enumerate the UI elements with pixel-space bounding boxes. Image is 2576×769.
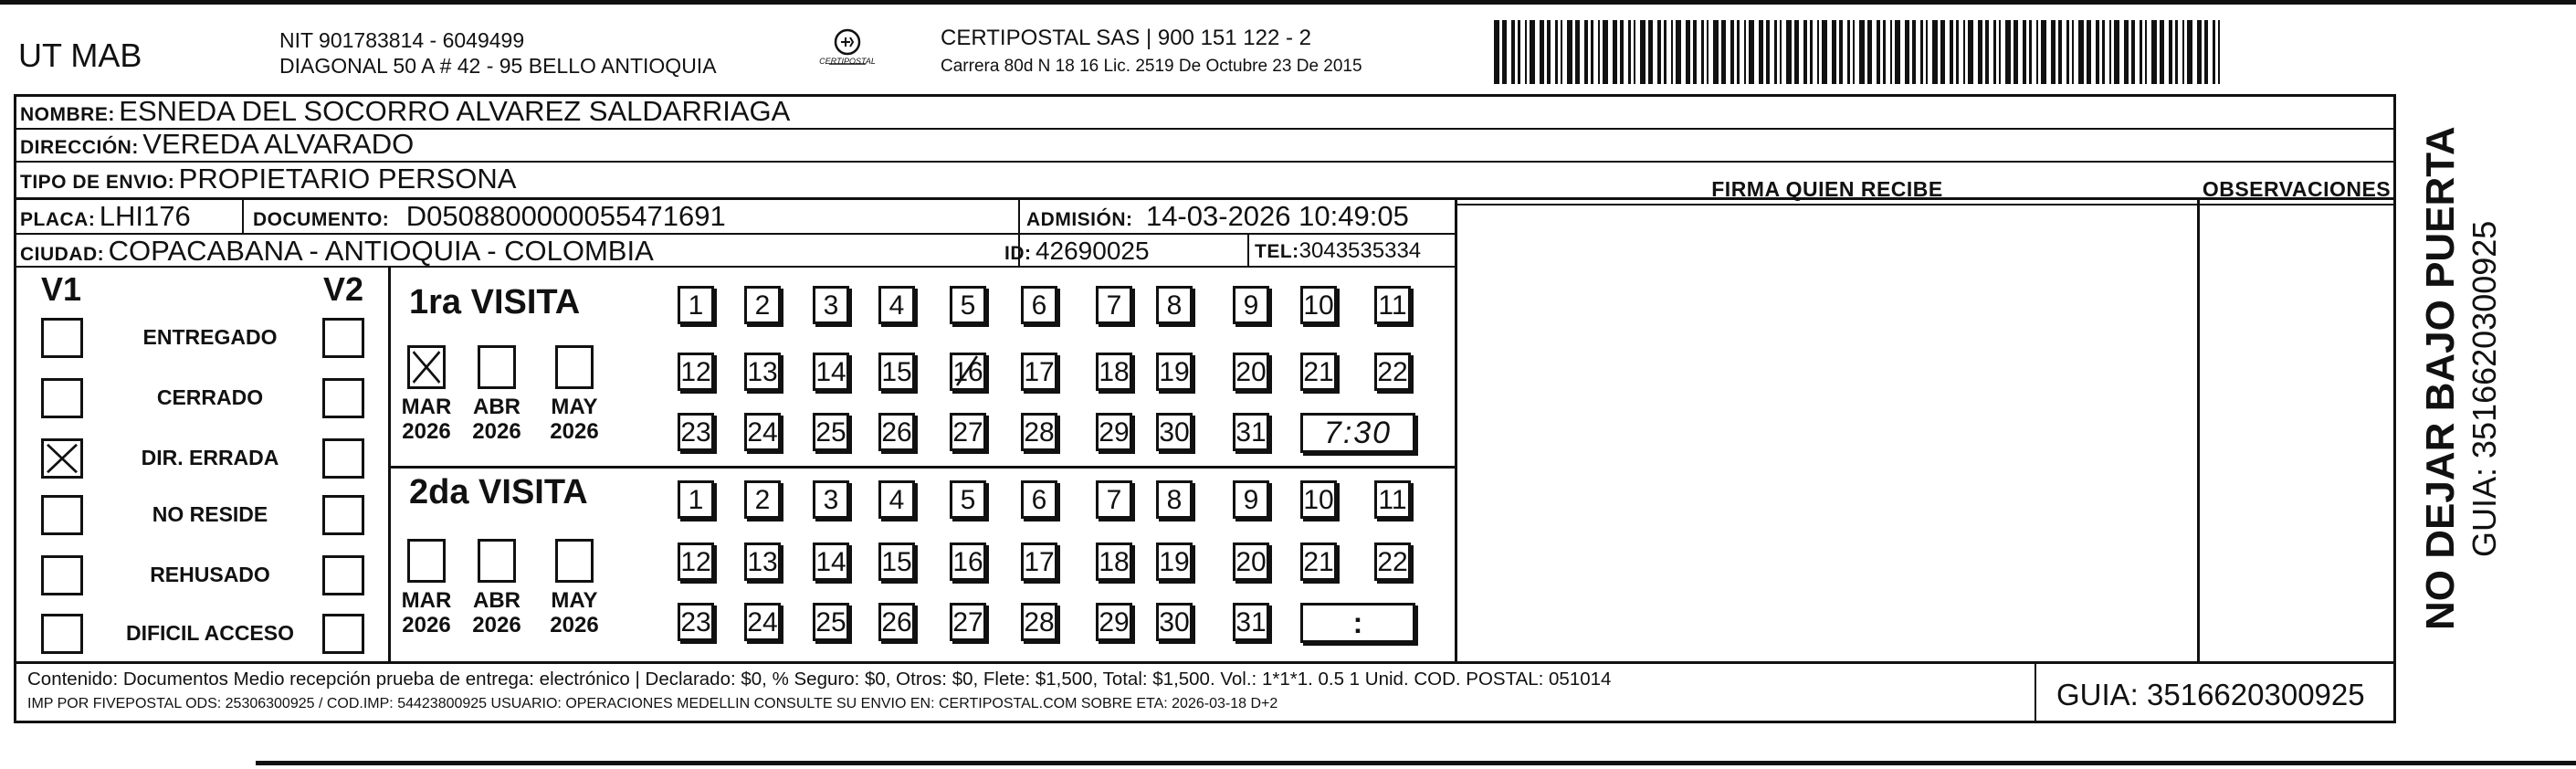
brand-name: UT MAB [18, 37, 142, 74]
day-box[interactable]: 25 [813, 413, 849, 451]
day-box[interactable]: 16 [950, 353, 986, 391]
barcode-bar [1950, 20, 1953, 84]
barcode-bar [1749, 20, 1754, 84]
day-box[interactable]: 28 [1021, 413, 1057, 451]
barcode-bar [2124, 20, 2129, 84]
v2-label: V2 [323, 270, 364, 308]
barcode-bar [1883, 20, 1886, 84]
tipo-value: PROPIETARIO PERSONA [178, 163, 517, 195]
day-box[interactable]: 25 [813, 603, 849, 641]
v2-checkbox[interactable] [322, 614, 364, 654]
barcode-bar [1713, 20, 1719, 84]
barcode-bar [1877, 20, 1880, 84]
day-box[interactable]: 31 [1233, 413, 1269, 451]
barcode-graphic [1494, 20, 2224, 84]
barcode-bar [1993, 20, 1996, 84]
barcode-bar [1707, 20, 1709, 84]
day-box[interactable]: 30 [1156, 413, 1193, 451]
barcode-bar [2175, 20, 2178, 84]
barcode-bar [1620, 20, 1624, 84]
barcode-bar [1999, 20, 2001, 84]
barcode-bar [2023, 20, 2026, 84]
barcode-bar [2072, 20, 2074, 84]
barcode-bar [1817, 20, 1819, 84]
documento-label: DOCUMENTO: [253, 209, 390, 230]
tel-label: TEL: [1255, 241, 1299, 262]
barcode [1494, 20, 2224, 84]
barcode-bar [1766, 20, 1770, 84]
barcode-bar [1978, 20, 1982, 84]
day-box[interactable]: 6 [1021, 286, 1057, 324]
day-box[interactable]: 8 [1156, 480, 1193, 519]
bottom-border [256, 761, 2576, 765]
field-ciudad [20, 237, 654, 271]
barcode-bar [1648, 20, 1653, 84]
barcode-bar [1905, 20, 1909, 84]
barcode-bar [1657, 20, 1661, 84]
barcode-bar [1603, 20, 1608, 84]
month-year-label [465, 588, 529, 637]
barcode-bar [2087, 20, 2091, 84]
v1-label: V1 [41, 270, 82, 308]
barcode-bar [1676, 20, 1681, 84]
side-notice: NO DEJAR BAJO PUERTA [2418, 126, 2463, 630]
col-line-placa [242, 200, 244, 235]
v2-checkbox[interactable] [322, 555, 364, 595]
month-label: ABR [473, 395, 520, 419]
tel-value: 3043535334 [1299, 238, 1422, 263]
barcode-bar [2029, 20, 2032, 84]
day-box[interactable]: 23 [678, 413, 714, 451]
month-checkbox[interactable] [555, 345, 594, 389]
logo-text: CERTIPOSTAL [819, 57, 876, 66]
ciudad-value: COPACABANA - ANTIOQUIA - COLOMBIA [108, 235, 654, 267]
sender-address: DIAGONAL 50 A # 42 - 95 BELLO ANTIOQUIA [279, 54, 717, 78]
day-box[interactable]: 27 [950, 603, 986, 641]
v1-checkbox[interactable] [41, 438, 83, 479]
barcode-bar [1530, 20, 1535, 84]
barcode-bar [1890, 20, 1892, 84]
barcode-bar [2036, 20, 2038, 84]
side-guia: GUIA: 3516620300925 [2466, 220, 2503, 557]
barcode-bar [2131, 20, 2135, 84]
barcode-bar [1774, 20, 1777, 84]
barcode-bar [2051, 20, 2056, 84]
day-box[interactable]: 27 [950, 413, 986, 451]
v1-checkbox[interactable] [41, 614, 83, 654]
barcode-bar [1525, 20, 1527, 84]
month-checkbox[interactable] [407, 345, 446, 389]
barcode-bar [1701, 20, 1704, 84]
visit-separator [388, 466, 1456, 469]
barcode-bar [1968, 20, 1973, 84]
field-tipo [20, 164, 516, 199]
day-box[interactable]: 20 [1233, 353, 1269, 391]
col-line-footer-guia [2035, 661, 2036, 723]
barcode-bar [1822, 20, 1827, 84]
v2-checkbox[interactable] [322, 378, 364, 418]
day-box[interactable]: 11 [1374, 286, 1411, 324]
company-name: CERTIPOSTAL SAS | 900 151 122 - 2 [941, 26, 1311, 50]
day-box[interactable]: 13 [744, 543, 781, 581]
barcode-bar [2109, 20, 2111, 84]
barcode-bar [1832, 20, 1836, 84]
day-box[interactable]: 13 [744, 353, 781, 391]
footer-print-info: IMP POR FIVEPOSTAL ODS: 25306300925 / COD.IMP: 54423800925 USUARIO: OPERACIONES MEDELLIN CONSULTE SU ENVIO EN: CERTIPOSTAL.COM SOBRE ETA: 2026-03-18 D+2 [27, 696, 1278, 711]
v2-checkbox[interactable] [322, 438, 364, 479]
footer-content: Contenido: Documentos Medio recepción prueba de entrega: electrónico | Declarado: $0, % Seguro: $0, Otros: $0, Flete: $1,500, Total: $1,500. Vol.: 1*1*1. 0.5 1 Unid. COD. POSTAL: 051014 [27, 669, 1612, 690]
barcode-bar [2160, 20, 2164, 84]
day-box[interactable]: 20 [1233, 543, 1269, 581]
month-year-label [542, 395, 606, 444]
day-box[interactable]: 17 [1021, 353, 1057, 391]
logo-icon [811, 26, 884, 77]
day-box[interactable]: 18 [1096, 543, 1132, 581]
placa-value: LHI176 [99, 200, 191, 232]
id-label: ID: [1004, 243, 1032, 264]
day-box[interactable]: 5 [950, 480, 986, 519]
barcode-bar [1963, 20, 1965, 84]
barcode-bar [1502, 20, 1507, 84]
tipo-label: TIPO DE ENVIO: [20, 172, 175, 193]
placa-label: PLACA: [20, 209, 96, 230]
barcode-bar [2102, 20, 2105, 84]
day-box[interactable]: 10 [1300, 480, 1337, 519]
month-year-label [394, 395, 458, 444]
day-box[interactable]: 21 [1300, 543, 1337, 581]
month-label: MAR [401, 588, 452, 613]
day-box[interactable]: 21 [1300, 353, 1337, 391]
barcode-bar [2197, 20, 2202, 84]
v1-checkbox[interactable] [41, 378, 83, 418]
day-box[interactable]: 8 [1156, 286, 1193, 324]
ciudad-label: CIUDAD: [20, 244, 105, 265]
v2-checkbox[interactable] [322, 318, 364, 358]
barcode-bar [1912, 20, 1916, 84]
v1-checkbox[interactable] [41, 495, 83, 535]
barcode-bar [1859, 20, 1865, 84]
top-border [0, 0, 2576, 5]
barcode-bar [2078, 20, 2084, 84]
barcode-bar [1511, 20, 1515, 84]
frame-left [14, 94, 16, 723]
month-year-label [394, 588, 458, 637]
month-label: MAY [551, 395, 598, 419]
day-box[interactable]: 12 [678, 543, 714, 581]
year-label: 2026 [472, 613, 521, 637]
barcode-bar [2066, 20, 2069, 84]
month-checkbox[interactable] [478, 345, 516, 389]
barcode-bar [1867, 20, 1872, 84]
signature-area[interactable] [1461, 206, 2192, 658]
day-box[interactable]: 1 [678, 286, 714, 324]
barcode-bar [1567, 20, 1572, 84]
month-year-label [465, 395, 529, 444]
barcode-bar [2013, 20, 2018, 84]
day-box[interactable]: 12 [678, 353, 714, 391]
day-box[interactable]: 5 [950, 286, 986, 324]
day-box[interactable]: 30 [1156, 603, 1193, 641]
barcode-bar [1744, 20, 1746, 84]
day-box[interactable]: 17 [1021, 543, 1057, 581]
barcode-bar [2041, 20, 2046, 84]
barcode-bar [1555, 20, 1558, 84]
barcode-bar [1721, 20, 1726, 84]
signature-header-line [1455, 204, 2396, 205]
day-box[interactable]: 2 [744, 480, 781, 519]
day-box[interactable]: 29 [1096, 413, 1132, 451]
barcode-bar [1839, 20, 1843, 84]
col-line-signature [1455, 197, 1457, 663]
barcode-bar [1895, 20, 1900, 84]
barcode-bar [2114, 20, 2119, 84]
sender-nit: NIT 901783814 - 6049499 [279, 28, 525, 52]
month-checkbox[interactable] [407, 539, 446, 583]
col-line-observaciones [2197, 197, 2200, 663]
day-box[interactable]: 19 [1156, 543, 1193, 581]
month-checkbox[interactable] [555, 539, 594, 583]
barcode-bar [1737, 20, 1740, 84]
nombre-label: NOMBRE: [20, 104, 115, 125]
day-box[interactable]: 9 [1233, 480, 1269, 519]
barcode-bar [1494, 20, 1499, 84]
barcode-bar [1932, 20, 1938, 84]
status-label: DIR. ERRADA [141, 446, 279, 469]
documento-value: D0508800000055471691 [405, 200, 726, 232]
month-label: MAR [401, 395, 452, 419]
barcode-bar [2058, 20, 2062, 84]
day-box[interactable]: 18 [1096, 353, 1132, 391]
barcode-bar [2187, 20, 2192, 84]
barcode-bar [1686, 20, 1690, 84]
day-box[interactable]: 15 [878, 543, 915, 581]
month-year-label [542, 588, 606, 637]
barcode-bar [1628, 20, 1631, 84]
month-checkbox[interactable] [478, 539, 516, 583]
status-label: NO RESIDE [152, 502, 268, 526]
barcode-bar [1786, 20, 1792, 84]
day-box[interactable]: 4 [878, 286, 915, 324]
year-label: 2026 [402, 613, 451, 637]
day-box[interactable]: 23 [678, 603, 714, 641]
day-box[interactable]: 22 [1374, 543, 1411, 581]
barcode-bar [1671, 20, 1673, 84]
day-box[interactable]: 2 [744, 286, 781, 324]
observaciones-area[interactable] [2203, 206, 2391, 658]
day-box[interactable]: 3 [813, 286, 849, 324]
day-box[interactable]: 7 [1096, 286, 1132, 324]
barcode-bar [1926, 20, 1928, 84]
id-value: 42690025 [1035, 237, 1150, 265]
v1-checkbox[interactable] [41, 318, 83, 358]
day-box[interactable]: 16 [950, 543, 986, 581]
barcode-bar [1920, 20, 1923, 84]
barcode-bar [2145, 20, 2147, 84]
time-box[interactable]: : [1300, 603, 1415, 643]
admision-value: 14-03-2026 10:49:05 [1145, 200, 1409, 232]
v1-checkbox[interactable] [41, 555, 83, 595]
observaciones-label: OBSERVACIONES [2202, 177, 2392, 201]
barcode-bar [1640, 20, 1645, 84]
barcode-bar [1985, 20, 1989, 84]
day-box[interactable]: 29 [1096, 603, 1132, 641]
admision-label: ADMISIÓN: [1026, 209, 1133, 230]
frame-right [2393, 94, 2396, 723]
barcode-bar [1664, 20, 1667, 84]
day-box[interactable]: 10 [1300, 286, 1337, 324]
day-box[interactable]: 28 [1021, 603, 1057, 641]
field-documento [253, 202, 726, 237]
barcode-bar [2218, 20, 2220, 84]
frame-bottom [14, 721, 2396, 723]
footer-guia: GUIA: 3516620300925 [2056, 678, 2365, 711]
barcode-bar [1956, 20, 1959, 84]
barcode-bar [1794, 20, 1799, 84]
status-label: CERRADO [156, 385, 264, 409]
day-box[interactable]: 11 [1374, 480, 1411, 519]
barcode-bar [2140, 20, 2142, 84]
year-label: 2026 [550, 419, 599, 444]
barcode-bar [1730, 20, 1734, 84]
day-box[interactable]: 4 [878, 480, 915, 519]
barcode-bar [2182, 20, 2184, 84]
firma-label: FIRMA QUIEN RECIBE [1711, 177, 1943, 201]
barcode-bar [2151, 20, 2157, 84]
day-box[interactable]: 31 [1233, 603, 1269, 641]
barcode-bar [1575, 20, 1580, 84]
day-box[interactable]: 19 [1156, 353, 1193, 391]
barcode-bar [1547, 20, 1551, 84]
barcode-bar [1561, 20, 1562, 84]
status-label: DIFICIL ACCESO [125, 621, 294, 645]
day-box[interactable]: 24 [744, 413, 781, 451]
visit-2-title: 2da VISITA [409, 473, 588, 511]
barcode-bar [1518, 20, 1520, 84]
day-box[interactable]: 14 [813, 353, 849, 391]
field-id [1004, 237, 1150, 270]
v2-checkbox[interactable] [322, 495, 364, 535]
visit-1-title: 1ra VISITA [409, 283, 581, 321]
barcode-bar [1847, 20, 1850, 84]
day-box[interactable]: 26 [878, 413, 915, 451]
day-box[interactable]: 26 [878, 603, 915, 641]
day-box[interactable]: 7 [1096, 480, 1132, 519]
time-box[interactable]: 7:30 [1300, 413, 1415, 453]
barcode-bar [1598, 20, 1600, 84]
barcode-bar [1634, 20, 1635, 84]
barcode-bar [1759, 20, 1763, 84]
barcode-bar [2096, 20, 2099, 84]
col-line-status [388, 266, 391, 663]
year-label: 2026 [472, 419, 521, 444]
nombre-value: ESNEDA DEL SOCORRO ALVAREZ SALDARRIAGA [119, 95, 791, 127]
col-line-tel [1247, 235, 1249, 268]
barcode-bar [1853, 20, 1855, 84]
status-label: ENTREGADO [142, 325, 278, 349]
day-box[interactable]: 22 [1374, 353, 1411, 391]
field-nombre [20, 97, 790, 132]
barcode-bar [1693, 20, 1697, 84]
day-box[interactable]: 9 [1233, 286, 1269, 324]
year-label: 2026 [402, 419, 451, 444]
day-box[interactable]: 1 [678, 480, 714, 519]
company-address: Carrera 80d N 18 16 Lic. 2519 De Octubre 23 De 2015 [941, 57, 1362, 76]
day-box[interactable]: 14 [813, 543, 849, 581]
barcode-bar [1803, 20, 1807, 84]
barcode-bar [2204, 20, 2208, 84]
barcode-bar [1940, 20, 1945, 84]
direccion-value: VEREDA ALVARADO [142, 128, 415, 160]
direccion-label: DIRECCIÓN: [20, 137, 139, 158]
status-label: REHUSADO [150, 563, 270, 586]
barcode-bar [1810, 20, 1813, 84]
barcode-bar [1591, 20, 1593, 84]
year-label: 2026 [550, 613, 599, 637]
barcode-bar [2005, 20, 2011, 84]
field-direccion [20, 130, 414, 164]
field-tel [1255, 237, 1421, 269]
field-placa [20, 202, 191, 237]
month-label: MAY [551, 588, 598, 613]
barcode-bar [1584, 20, 1588, 84]
day-box[interactable]: 24 [744, 603, 781, 641]
barcode-bar [1613, 20, 1617, 84]
month-label: ABR [473, 588, 520, 613]
barcode-bar [1780, 20, 1782, 84]
day-box[interactable]: 15 [878, 353, 915, 391]
day-box[interactable]: 6 [1021, 480, 1057, 519]
barcode-bar [2213, 20, 2215, 84]
field-admision [1026, 202, 1409, 237]
certipostal-logo [811, 26, 884, 77]
barcode-bar [1540, 20, 1544, 84]
row-line-footer [14, 661, 2396, 664]
barcode-bar [2169, 20, 2172, 84]
day-box[interactable]: 3 [813, 480, 849, 519]
